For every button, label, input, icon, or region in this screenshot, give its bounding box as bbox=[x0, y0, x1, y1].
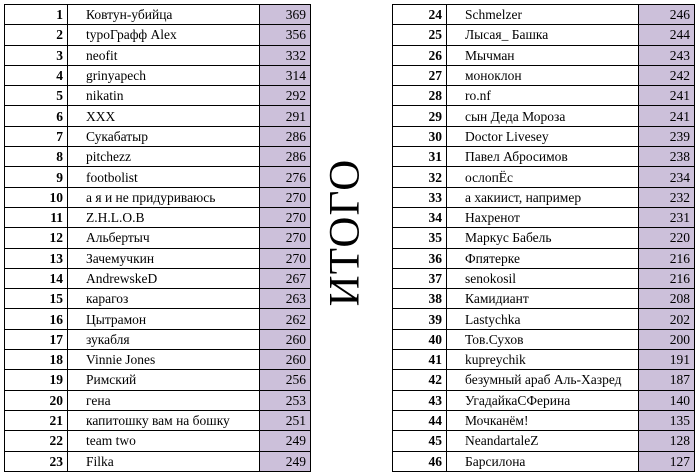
rank-cell: 6 bbox=[5, 106, 68, 126]
table-row bbox=[5, 431, 311, 451]
rank-cell: 29 bbox=[393, 106, 447, 126]
team-name-cell: капитошку вам на бошку bbox=[68, 410, 260, 430]
team-name-cell: kupreychik bbox=[447, 350, 639, 370]
rank-cell: 40 bbox=[393, 329, 447, 349]
table-row bbox=[393, 5, 695, 25]
rank-cell: 33 bbox=[393, 187, 447, 207]
score-cell: 270 bbox=[260, 248, 311, 268]
team-name-cell: а я и не придуриваюсь bbox=[68, 187, 260, 207]
score-cell: 220 bbox=[639, 228, 695, 248]
rank-cell: 34 bbox=[393, 207, 447, 227]
rank-cell: 4 bbox=[5, 65, 68, 85]
score-cell: 260 bbox=[260, 350, 311, 370]
score-cell: 369 bbox=[260, 5, 311, 25]
table-row bbox=[393, 350, 695, 370]
rank-cell: 28 bbox=[393, 86, 447, 106]
rank-cell: 21 bbox=[5, 410, 68, 430]
table-row bbox=[5, 86, 311, 106]
team-name-cell: Римский bbox=[68, 370, 260, 390]
table-row bbox=[5, 147, 311, 167]
team-name-cell: моноклон bbox=[447, 65, 639, 85]
rank-cell: 22 bbox=[5, 431, 68, 451]
table-row bbox=[393, 106, 695, 126]
score-cell: 200 bbox=[639, 329, 695, 349]
rank-cell: 38 bbox=[393, 289, 447, 309]
score-cell: 140 bbox=[639, 390, 695, 410]
team-name-cell: senokosil bbox=[447, 268, 639, 288]
score-cell: 270 bbox=[260, 228, 311, 248]
team-name-cell: Мычман bbox=[447, 45, 639, 65]
table-row bbox=[5, 65, 311, 85]
table-row bbox=[5, 126, 311, 146]
rank-cell: 45 bbox=[393, 431, 447, 451]
totals-label-block bbox=[310, 34, 380, 430]
score-cell: 270 bbox=[260, 207, 311, 227]
team-name-cell: grinyapech bbox=[68, 65, 260, 85]
score-cell: 253 bbox=[260, 390, 311, 410]
table-row bbox=[393, 289, 695, 309]
table-row bbox=[393, 207, 695, 227]
table-row bbox=[5, 167, 311, 187]
rank-cell: 12 bbox=[5, 228, 68, 248]
team-name-cell: Filka bbox=[68, 451, 260, 471]
rank-cell: 9 bbox=[5, 167, 68, 187]
score-cell: 256 bbox=[260, 370, 311, 390]
score-cell: 286 bbox=[260, 126, 311, 146]
team-name-cell: nikatin bbox=[68, 86, 260, 106]
score-cell: 242 bbox=[639, 65, 695, 85]
team-name-cell: а хакиист, например bbox=[447, 187, 639, 207]
score-cell: 356 bbox=[260, 25, 311, 45]
score-cell: 251 bbox=[260, 410, 311, 430]
table-row bbox=[5, 187, 311, 207]
team-name-cell: pitchezz bbox=[68, 147, 260, 167]
team-name-cell: Барсилона bbox=[447, 451, 639, 471]
team-name-cell: footbolist bbox=[68, 167, 260, 187]
ranking-table-left-body bbox=[5, 5, 311, 472]
rank-cell: 14 bbox=[5, 268, 68, 288]
team-name-cell: Мочканём! bbox=[447, 410, 639, 430]
team-name-cell: Зачемучкин bbox=[68, 248, 260, 268]
ranking-table-right-body bbox=[393, 5, 695, 472]
rank-cell: 46 bbox=[393, 451, 447, 471]
rank-cell: 7 bbox=[5, 126, 68, 146]
rank-cell: 10 bbox=[5, 187, 68, 207]
rank-cell: 19 bbox=[5, 370, 68, 390]
team-name-cell: сын Деда Мороза bbox=[447, 106, 639, 126]
table-row bbox=[393, 248, 695, 268]
rank-cell: 30 bbox=[393, 126, 447, 146]
score-cell: 241 bbox=[639, 106, 695, 126]
table-row bbox=[393, 65, 695, 85]
team-name-cell: ro.nf bbox=[447, 86, 639, 106]
ranking-table-right bbox=[392, 4, 695, 472]
rank-cell: 39 bbox=[393, 309, 447, 329]
team-name-cell: Сукабатыр bbox=[68, 126, 260, 146]
table-row bbox=[393, 228, 695, 248]
score-cell: 243 bbox=[639, 45, 695, 65]
table-row bbox=[393, 410, 695, 430]
table-row bbox=[393, 451, 695, 471]
table-row bbox=[393, 390, 695, 410]
score-cell: 249 bbox=[260, 431, 311, 451]
table-row bbox=[5, 350, 311, 370]
rank-cell: 42 bbox=[393, 370, 447, 390]
team-name-cell: neofit bbox=[68, 45, 260, 65]
rank-cell: 2 bbox=[5, 25, 68, 45]
rank-cell: 43 bbox=[393, 390, 447, 410]
rank-cell: 44 bbox=[393, 410, 447, 430]
ranking-table-left bbox=[4, 4, 311, 472]
team-name-cell: ослопЁс bbox=[447, 167, 639, 187]
table-row bbox=[393, 126, 695, 146]
rank-cell: 32 bbox=[393, 167, 447, 187]
rank-cell: 5 bbox=[5, 86, 68, 106]
team-name-cell: Павел Абросимов bbox=[447, 147, 639, 167]
table-row bbox=[5, 45, 311, 65]
score-cell: 234 bbox=[639, 167, 695, 187]
team-name-cell: Vinnie Jones bbox=[68, 350, 260, 370]
table-row bbox=[393, 329, 695, 349]
table-row bbox=[5, 329, 311, 349]
score-cell: 187 bbox=[639, 370, 695, 390]
score-cell: 249 bbox=[260, 451, 311, 471]
score-cell: 263 bbox=[260, 289, 311, 309]
team-name-cell: XXX bbox=[68, 106, 260, 126]
team-name-cell: Лысая_ Башка bbox=[447, 25, 639, 45]
rank-cell: 26 bbox=[393, 45, 447, 65]
table-row bbox=[5, 25, 311, 45]
score-cell: 239 bbox=[639, 126, 695, 146]
team-name-cell: team two bbox=[68, 431, 260, 451]
team-name-cell: Альбертыч bbox=[68, 228, 260, 248]
score-cell: 202 bbox=[639, 309, 695, 329]
score-cell: 231 bbox=[639, 207, 695, 227]
score-cell: 216 bbox=[639, 268, 695, 288]
table-row bbox=[393, 167, 695, 187]
table-row bbox=[5, 207, 311, 227]
team-name-cell: карагоз bbox=[68, 289, 260, 309]
score-cell: 128 bbox=[639, 431, 695, 451]
team-name-cell: Ковтун-убийца bbox=[68, 5, 260, 25]
table-row bbox=[5, 268, 311, 288]
rank-cell: 31 bbox=[393, 147, 447, 167]
rank-cell: 16 bbox=[5, 309, 68, 329]
team-name-cell: гена bbox=[68, 390, 260, 410]
score-cell: 246 bbox=[639, 5, 695, 25]
team-name-cell: безумный араб Аль-Хазред bbox=[447, 370, 639, 390]
table-row bbox=[393, 187, 695, 207]
rank-cell: 36 bbox=[393, 248, 447, 268]
score-cell: 216 bbox=[639, 248, 695, 268]
rank-cell: 24 bbox=[393, 5, 447, 25]
score-cell: 286 bbox=[260, 147, 311, 167]
rank-cell: 23 bbox=[5, 451, 68, 471]
table-row bbox=[393, 45, 695, 65]
team-name-cell: Камидиант bbox=[447, 289, 639, 309]
rank-cell: 17 bbox=[5, 329, 68, 349]
score-cell: 127 bbox=[639, 451, 695, 471]
score-cell: 135 bbox=[639, 410, 695, 430]
score-cell: 314 bbox=[260, 65, 311, 85]
team-name-cell: Schmelzer bbox=[447, 5, 639, 25]
table-row bbox=[5, 106, 311, 126]
score-cell: 291 bbox=[260, 106, 311, 126]
table-row bbox=[393, 268, 695, 288]
team-name-cell: УгадайкаСФерина bbox=[447, 390, 639, 410]
score-cell: 270 bbox=[260, 187, 311, 207]
team-name-cell: Нахренот bbox=[447, 207, 639, 227]
score-cell: 262 bbox=[260, 309, 311, 329]
score-cell: 208 bbox=[639, 289, 695, 309]
totals-label: ИТОГО bbox=[321, 158, 369, 306]
table-row bbox=[393, 370, 695, 390]
score-cell: 238 bbox=[639, 147, 695, 167]
team-name-cell: Doctor Livesey bbox=[447, 126, 639, 146]
table-row bbox=[5, 228, 311, 248]
score-cell: 292 bbox=[260, 86, 311, 106]
team-name-cell: Lastychka bbox=[447, 309, 639, 329]
score-cell: 276 bbox=[260, 167, 311, 187]
team-name-cell: Цытрамон bbox=[68, 309, 260, 329]
score-cell: 232 bbox=[639, 187, 695, 207]
table-row bbox=[5, 451, 311, 471]
rank-cell: 1 bbox=[5, 5, 68, 25]
team-name-cell: Фпятерке bbox=[447, 248, 639, 268]
table-row bbox=[393, 25, 695, 45]
team-name-cell: NeandartaleZ bbox=[447, 431, 639, 451]
score-cell: 332 bbox=[260, 45, 311, 65]
table-row bbox=[393, 431, 695, 451]
score-cell: 191 bbox=[639, 350, 695, 370]
rank-cell: 35 bbox=[393, 228, 447, 248]
team-name-cell: зукабля bbox=[68, 329, 260, 349]
rank-cell: 11 bbox=[5, 207, 68, 227]
team-name-cell: typoГрафф Alex bbox=[68, 25, 260, 45]
rank-cell: 8 bbox=[5, 147, 68, 167]
rank-cell: 37 bbox=[393, 268, 447, 288]
rank-cell: 20 bbox=[5, 390, 68, 410]
table-row bbox=[5, 370, 311, 390]
rank-cell: 15 bbox=[5, 289, 68, 309]
table-row bbox=[5, 410, 311, 430]
score-cell: 267 bbox=[260, 268, 311, 288]
table-row bbox=[5, 248, 311, 268]
table-row bbox=[393, 86, 695, 106]
score-cell: 241 bbox=[639, 86, 695, 106]
team-name-cell: Z.H.L.O.B bbox=[68, 207, 260, 227]
score-cell: 260 bbox=[260, 329, 311, 349]
rank-cell: 27 bbox=[393, 65, 447, 85]
table-row bbox=[5, 5, 311, 25]
rank-cell: 13 bbox=[5, 248, 68, 268]
score-cell: 244 bbox=[639, 25, 695, 45]
table-row bbox=[393, 309, 695, 329]
table-row bbox=[393, 147, 695, 167]
table-row bbox=[5, 289, 311, 309]
team-name-cell: Маркус Бабель bbox=[447, 228, 639, 248]
team-name-cell: Тов.Сухов bbox=[447, 329, 639, 349]
rank-cell: 3 bbox=[5, 45, 68, 65]
rank-cell: 25 bbox=[393, 25, 447, 45]
table-row bbox=[5, 309, 311, 329]
rank-cell: 41 bbox=[393, 350, 447, 370]
team-name-cell: AndrewskeD bbox=[68, 268, 260, 288]
rank-cell: 18 bbox=[5, 350, 68, 370]
table-row bbox=[5, 390, 311, 410]
